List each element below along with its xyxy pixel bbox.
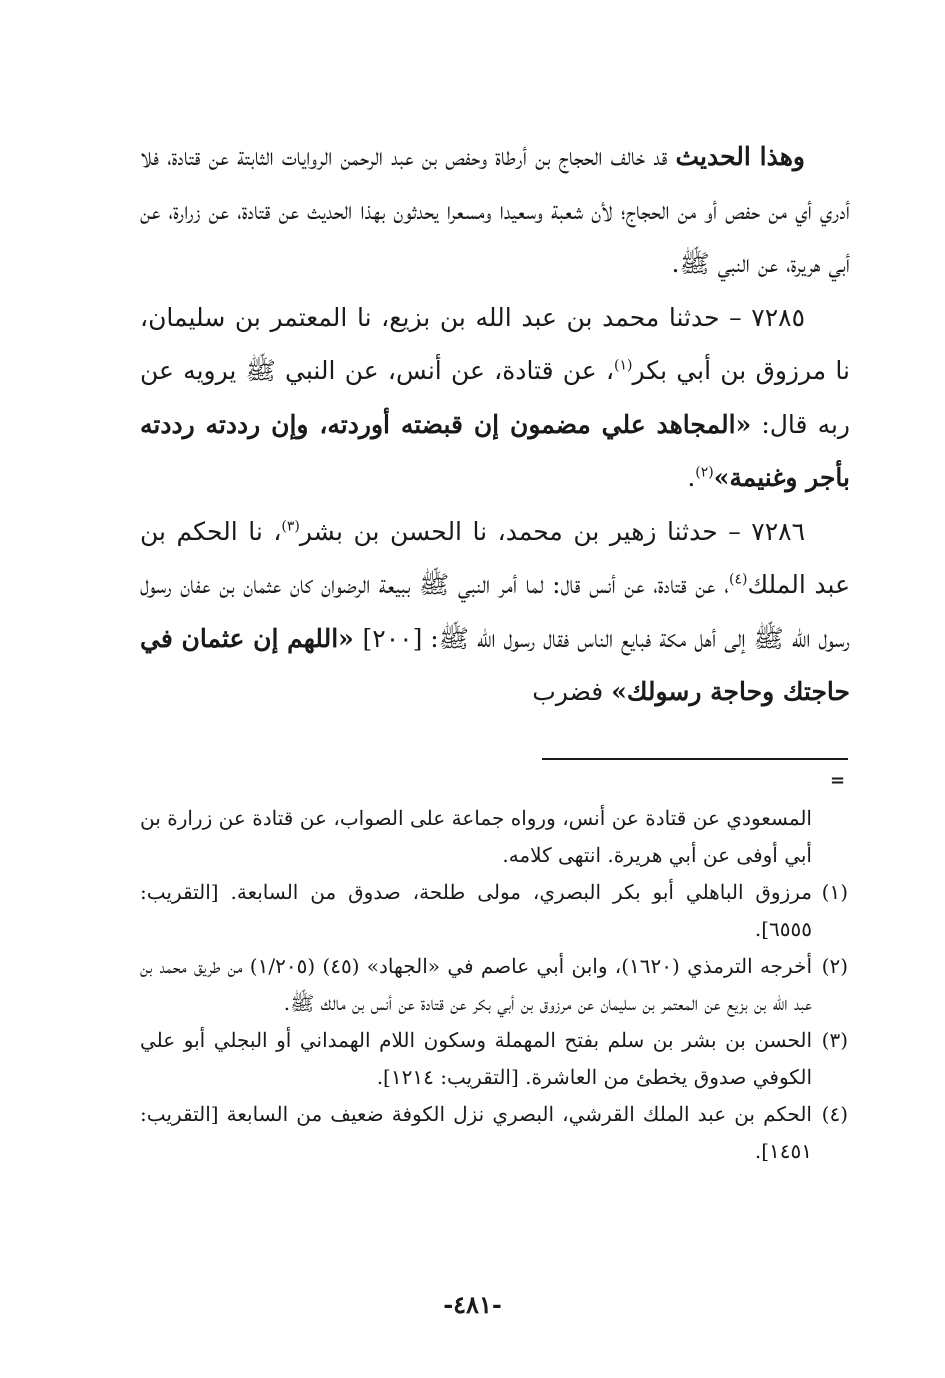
footnote-4-number: (٤): [821, 1102, 848, 1126]
footnote-ref-1[interactable]: (١): [614, 357, 633, 374]
footnote-continuation-mark: =: [830, 770, 846, 791]
footnote-ref-4[interactable]: (٤): [728, 571, 748, 588]
footnote-4: [140, 1096, 848, 1170]
footnote-ref-2[interactable]: (٢): [695, 464, 714, 481]
footnote-separator: [542, 758, 848, 760]
footnote-1-number: (١): [821, 880, 848, 904]
footnote-continuation: [140, 800, 848, 874]
hadith-7285-matn: «المجاهد علي مضمون إن قبضته أوردته، وإن رددته رددته بأجر وغنيمة»: [140, 409, 850, 492]
paragraph-1-text: قد خالف الحجاج بن أرطاة وحفص بن عبد الرحمن الروايات الثابتة عن قتادة، فلا أدري أي من حفص أو من الحجاج؛ لأن شعبة وسعيدا ومسعرا يحدثون بهذا الحديث عن قتادة، عن زرارة، عن أبي هريرة، عن النبي ﷺ.: [140, 142, 850, 278]
footnote-ref-3[interactable]: (٣): [281, 518, 300, 535]
hadith-7286-isnad-cont: ، نا الحكم بن عبد الملك: [140, 516, 850, 599]
footnote-2-text: أخرجه الترمذي (١٦٢٠)، وابن أبي عاصم في «الجهاد» (٤٥) (١/٢٠٥) من طريق محمد بن عبد الله بن بزيع عن المعتمر بن سليمان عن مرزوق بن أبي بكر عن قتادة عن أنس بن مالك ﷺ.: [140, 954, 813, 1015]
hadith-7286: [140, 505, 850, 719]
hadith-7286-end: فضرب: [532, 677, 612, 706]
footnote-1-text: مرزوق الباهلي أبو بكر البصري، مولى طلحة، صدوق من السابعة. [التقريب: ٦٥٥٥].: [140, 880, 812, 941]
hadith-7286-matn: «اللهم إن عثمان في حاجتك وحاجة رسولك»: [140, 623, 850, 706]
footnote-3-text: الحسن بن بشر بن سلم بفتح المهملة وسكون اللام الهمداني أو البجلي أبو علي الكوفي صدوق يخطئ من العاشرة. [التقريب: ١٢١٤].: [140, 1028, 813, 1089]
paragraph-1-lead: وهذا الحديث: [675, 142, 805, 171]
footnote-3: [140, 1022, 848, 1096]
footnote-3-number: (٣): [821, 1028, 848, 1052]
hadith-7286-isnad: ٧٢٨٦ – حدثنا زهير بن محمد، نا الحسن بن بشر: [299, 516, 805, 546]
manuscript-folio-marker: [٢٠٠]: [362, 623, 423, 653]
footnotes: [140, 800, 848, 1170]
footnote-1: [140, 874, 848, 948]
page-number: -٤٨١-: [443, 1290, 502, 1319]
paragraph-1: [140, 130, 850, 291]
main-text: [140, 130, 850, 719]
footnote-2-number: (٢): [821, 954, 848, 978]
hadith-7285: [140, 291, 850, 505]
hadith-7286-text: ، عن قتادة، عن أنس قال: لما أمر النبي ﷺ ببيعة الرضوان كان عثمان بن عفان رسول رسول الله ﷺ إلى أهل مكة فبايع الناس فقال رسول الله ﷺ:: [140, 570, 850, 653]
hadith-7285-isnad-cont: ، عن قتادة، عن أنس، عن النبي ﷺ يرويه عن ربه قال:: [140, 356, 850, 439]
hadith-7285-isnad: ٧٢٨٥ – حدثنا محمد بن عبد الله بن بزيع، نا المعتمر بن سليمان، نا مرزوق بن أبي بكر: [140, 302, 850, 385]
footnote-4-text: الحكم بن عبد الملك القرشي، البصري نزل الكوفة ضعيف من السابعة [التقريب: ١٤٥١].: [140, 1102, 812, 1163]
footnote-continuation-text: المسعودي عن قتادة عن أنس، ورواه جماعة على الصواب، عن قتادة عن زرارة بن أبي أوفى عن أبي هريرة. انتهى كلامه.: [140, 806, 812, 867]
footnote-2: [140, 948, 848, 1022]
hadith-7285-end: .: [687, 463, 696, 492]
